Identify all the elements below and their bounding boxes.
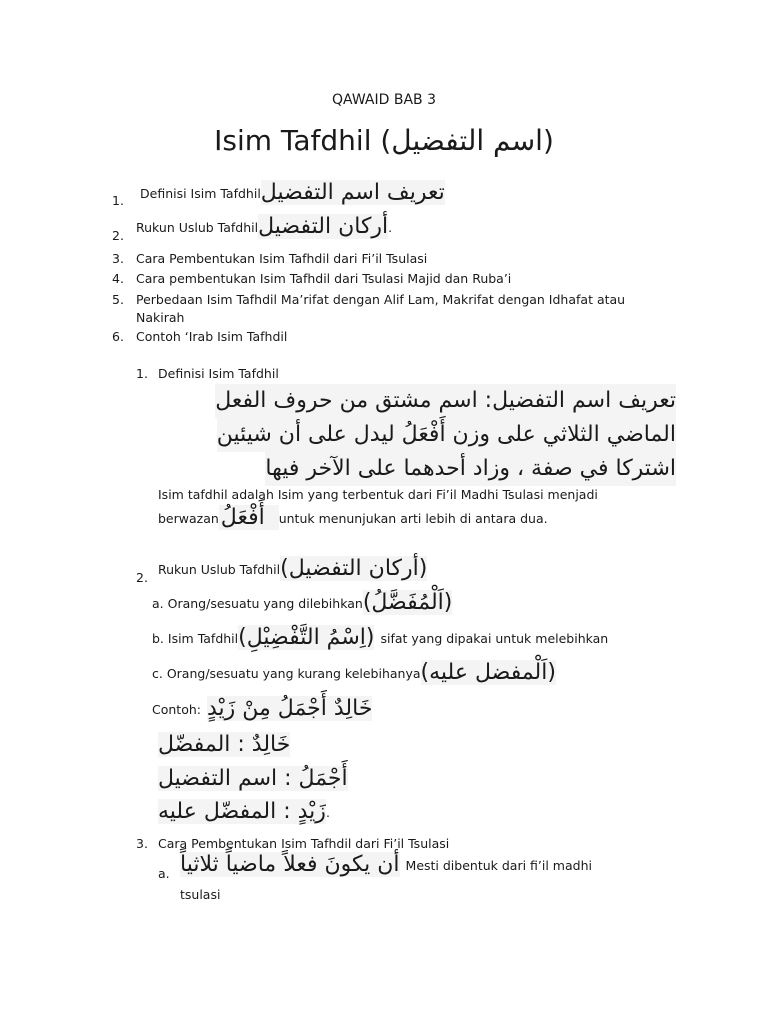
contoh-label: Contoh: bbox=[152, 702, 201, 717]
toc-num: 2. bbox=[112, 228, 124, 243]
definition-arabic-line: الماضي الثلاثي على وزن أَفْعَلُ ليدل على أن شيئين bbox=[217, 418, 676, 452]
example-suffix: . bbox=[325, 805, 330, 820]
rukun-item-b bbox=[152, 625, 608, 650]
section-num: 2. bbox=[136, 570, 148, 585]
title-arabic: اسم التفضيل bbox=[391, 124, 543, 157]
definition-explanation: Isim tafdhil adalah Isim yang terbentuk dari Fi’il Madhi Tsulasi menjadi bbox=[158, 487, 598, 502]
rukun-arabic: (اَلْمُفَضَّلُ) bbox=[362, 590, 453, 615]
rukun-item-a bbox=[152, 590, 452, 615]
pembentukan-text: Mesti dibentuk dari fi’il madhi bbox=[405, 858, 592, 873]
rukun-arabic: (اِسْمُ التَّفْضِيْلِ) bbox=[238, 625, 375, 650]
toc-num: 1. bbox=[112, 193, 124, 208]
pembentukan-text-cont: tsulasi bbox=[180, 887, 221, 902]
document-title bbox=[0, 124, 768, 157]
section-heading: Rukun Uslub Tafdhil bbox=[158, 562, 281, 577]
rukun-label: a. Orang/sesuatu yang dilebihkan bbox=[152, 596, 363, 611]
example-line: أَجْمَلُ : اسم التفضيل bbox=[158, 766, 348, 791]
toc-item bbox=[140, 180, 445, 205]
toc-num: 6. bbox=[112, 329, 124, 344]
contoh-row bbox=[152, 696, 372, 721]
toc-item-text: Rukun Uslub Tafdhil bbox=[136, 220, 259, 235]
document-subtitle: QAWAID BAB 3 bbox=[332, 92, 436, 108]
toc-item-arabic: أركان التفضيل bbox=[258, 214, 389, 239]
rukun-label: b. Isim Tafdhil bbox=[152, 631, 239, 646]
toc-item-text: Contoh ‘Irab Isim Tafhdil bbox=[136, 329, 288, 344]
section-num: 1. bbox=[136, 366, 148, 381]
definition-arabic-line: تعريف اسم التفضيل: اسم مشتق من حروف الفعل bbox=[215, 384, 676, 418]
toc-item-arabic: تعريف اسم التفضيل bbox=[260, 180, 445, 205]
explanation-arabic: أَفْعَلُ bbox=[219, 505, 279, 530]
example-line-row bbox=[158, 799, 330, 824]
pembentukan-arabic: أن يكونَ فعلاً ماضياً ثلاثياً bbox=[180, 852, 400, 877]
definition-explanation-row bbox=[158, 505, 548, 530]
title-close: ) bbox=[542, 124, 554, 157]
explanation-prefix: berwazan bbox=[158, 511, 219, 526]
item-num: a. bbox=[158, 866, 170, 881]
toc-item bbox=[136, 214, 392, 239]
rukun-item-c bbox=[152, 660, 556, 685]
example-line: زَيْدٍ : المفضّل عليه bbox=[158, 799, 326, 824]
toc-item-text: Cara pembentukan Isim Tafhdil dari Tsulasi Majid dan Ruba’i bbox=[136, 271, 512, 286]
pembentukan-item-a bbox=[180, 852, 592, 877]
explanation-suffix: untuk menunjukan arti lebih di antara dua. bbox=[278, 511, 548, 526]
section-num: 3. bbox=[136, 836, 148, 851]
section-heading-row bbox=[158, 556, 427, 581]
section-heading: Cara Pembentukan Isim Tafhdil dari Fi’il Tsulasi bbox=[158, 836, 450, 851]
rukun-arabic: (اَلْمفضل عليه) bbox=[420, 660, 556, 685]
section-heading: Definisi Isim Tafdhil bbox=[158, 366, 279, 381]
toc-item-text: Definisi Isim Tafdhil bbox=[140, 186, 261, 201]
toc-num: 3. bbox=[112, 251, 124, 266]
title-latin: Isim Tafdhil ( bbox=[214, 124, 392, 157]
toc-item-text: Cara Pembentukan Isim Tafhdil dari Fi’il Tsulasi bbox=[136, 251, 428, 266]
toc-item-text: Perbedaan Isim Tafhdil Ma’rifat dengan Alif Lam, Makrifat dengan Idhafat atau bbox=[136, 292, 626, 307]
rukun-suffix: sifat yang dipakai untuk melebihkan bbox=[380, 631, 609, 646]
rukun-label: c. Orang/sesuatu yang kurang kelebihanya bbox=[152, 666, 421, 681]
toc-item-text-cont: Nakirah bbox=[136, 310, 185, 325]
example-line: خَالِدٌ : المفضّل bbox=[158, 732, 291, 757]
definition-arabic-line: اشتركا في صفة ، وزاد أحدهما على الآخر فيها bbox=[265, 452, 676, 486]
toc-item-suffix: . bbox=[388, 220, 393, 235]
toc-num: 4. bbox=[112, 271, 124, 286]
contoh-arabic: خَالِدٌ أَجْمَلُ مِنْ زَيْدٍ bbox=[206, 696, 373, 721]
section-heading-arabic: (أركان التفضيل) bbox=[280, 556, 428, 581]
toc-num: 5. bbox=[112, 292, 124, 307]
